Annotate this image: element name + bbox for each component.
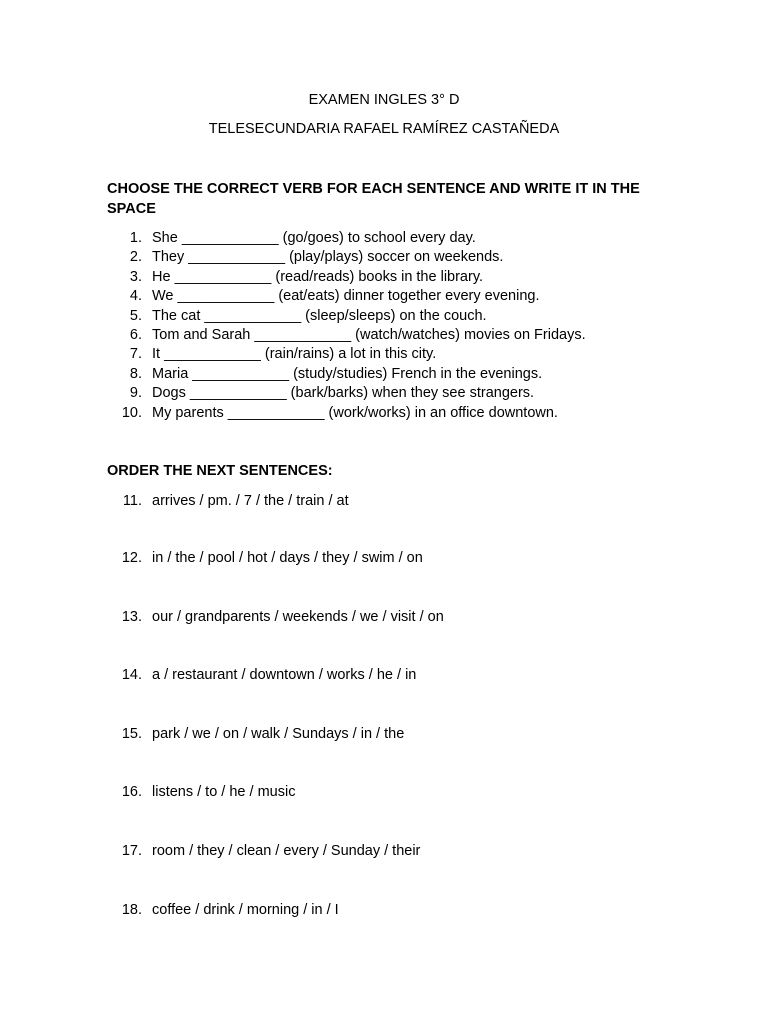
exam-title: EXAMEN INGLES 3° D [308, 92, 460, 108]
school-name: TELESECUNDARIA RAFAEL RAMÍREZ CASTAÑEDA [208, 121, 560, 137]
item-number: 13. [121, 609, 142, 625]
item-number: 3. [129, 268, 142, 285]
item-number: 7. [129, 346, 142, 363]
list-item [0, 307, 768, 326]
item-text: Tom and Sarah ____________ (watch/watches) movies on Fridays. [152, 326, 586, 343]
item-text: coffee / drink / morning / in / I [152, 902, 339, 918]
item-text: in / the / pool / hot / days / they / swim / on [152, 550, 423, 566]
item-text: park / we / on / walk / Sundays / in / the [152, 726, 405, 742]
item-number: 4. [129, 288, 142, 305]
item-text: a / restaurant / downtown / works / he / in [152, 667, 417, 683]
item-text: Dogs ____________ (bark/barks) when they see strangers. [152, 385, 535, 402]
list-item [0, 287, 768, 306]
item-text: He ____________ (read/reads) books in the library. [152, 268, 484, 285]
item-number: 17. [121, 843, 142, 859]
list-item [0, 491, 768, 511]
item-number: 12. [121, 550, 142, 566]
section-heading-verbs: CHOOSE THE CORRECT VERB FOR EACH SENTENCE AND WRITE IT IN THE SPACE [107, 181, 640, 217]
list-item [0, 384, 768, 403]
list-item [0, 365, 768, 384]
item-number: 15. [121, 726, 142, 742]
verb-exercise-list [0, 229, 768, 423]
item-number: 10. [121, 404, 142, 421]
list-item [0, 724, 768, 744]
list-item [0, 607, 768, 627]
item-text: It ____________ (rain/rains) a lot in this city. [152, 346, 437, 363]
item-number: 6. [129, 326, 142, 343]
item-number: 1. [129, 230, 142, 246]
list-item [0, 782, 768, 802]
item-text: arrives / pm. / 7 / the / train / at [152, 493, 349, 509]
list-item [0, 326, 768, 345]
item-number: 8. [129, 365, 142, 382]
item-text: Maria ____________ (study/studies) French in the evenings. [152, 365, 543, 382]
list-item [0, 248, 768, 267]
item-number: 11. [122, 493, 142, 509]
list-item [0, 345, 768, 364]
item-number: 18. [121, 902, 142, 918]
item-number: 16. [121, 784, 142, 800]
list-item [0, 404, 768, 423]
item-text: They ____________ (play/plays) soccer on weekends. [152, 249, 504, 266]
item-number: 14. [121, 667, 142, 683]
list-item [0, 665, 768, 685]
item-number: 5. [129, 307, 142, 324]
item-text: listens / to / he / music [152, 784, 296, 800]
list-item [0, 268, 768, 287]
item-text: She ____________ (go/goes) to school every day. [152, 230, 476, 246]
item-text: room / they / clean / every / Sunday / their [152, 843, 421, 859]
list-item [0, 548, 768, 568]
item-text: our / grandparents / weekends / we / visit / on [152, 609, 444, 625]
list-item [0, 841, 768, 861]
list-item [0, 229, 768, 248]
item-text: We ____________ (eat/eats) dinner together every evening. [152, 288, 540, 305]
item-number: 2. [129, 249, 142, 266]
list-item [0, 900, 768, 920]
item-text: The cat ____________ (sleep/sleeps) on the couch. [152, 307, 487, 324]
item-number: 9. [129, 385, 142, 402]
section-heading-order: ORDER THE NEXT SENTENCES: [107, 463, 333, 479]
item-text: My parents ____________ (work/works) in an office downtown. [152, 404, 558, 421]
